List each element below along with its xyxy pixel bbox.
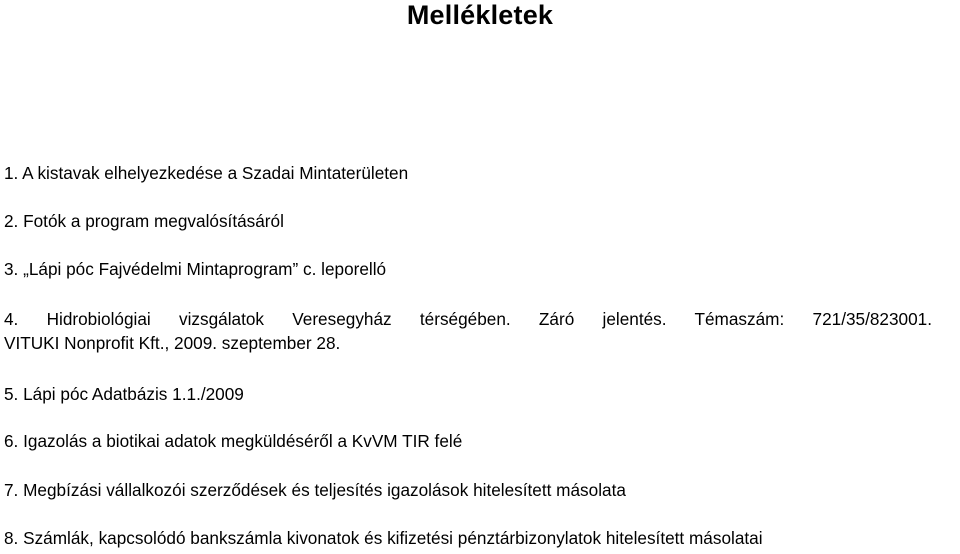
list-item-4: [4, 307, 932, 355]
list-item-7: 7. Megbízási vállalkozói szerződések és teljesítés igazolások hitelesített másolata: [4, 480, 626, 500]
list-item-1: 1. A kistavak elhelyezkedése a Szadai Mintaterületen: [4, 163, 409, 183]
page-title: Mellékletek: [406, 0, 554, 30]
list-item-5: 5. Lápi póc Adatbázis 1.1./2009: [4, 384, 244, 404]
list-item-4-line-2: VITUKI Nonprofit Kft., 2009. szeptember 28.: [4, 333, 341, 353]
list-item-8: 8. Számlák, kapcsolódó bankszámla kivonatok és kifizetési pénztárbizonylatok hitelesített másolatai: [4, 528, 763, 548]
list-item-6: 6. Igazolás a biotikai adatok megküldéséről a KvVM TIR felé: [4, 431, 463, 451]
list-item-2: 2. Fotók a program megvalósításáról: [4, 211, 284, 231]
list-item-4-line-1: 4. Hidrobiológiai vizsgálatok Veresegyház térségében. Záró jelentés. Témaszám: 721/35/823001.: [4, 309, 932, 329]
list-item-3: 3. „Lápi póc Fajvédelmi Mintaprogram” c. leporelló: [4, 259, 387, 279]
